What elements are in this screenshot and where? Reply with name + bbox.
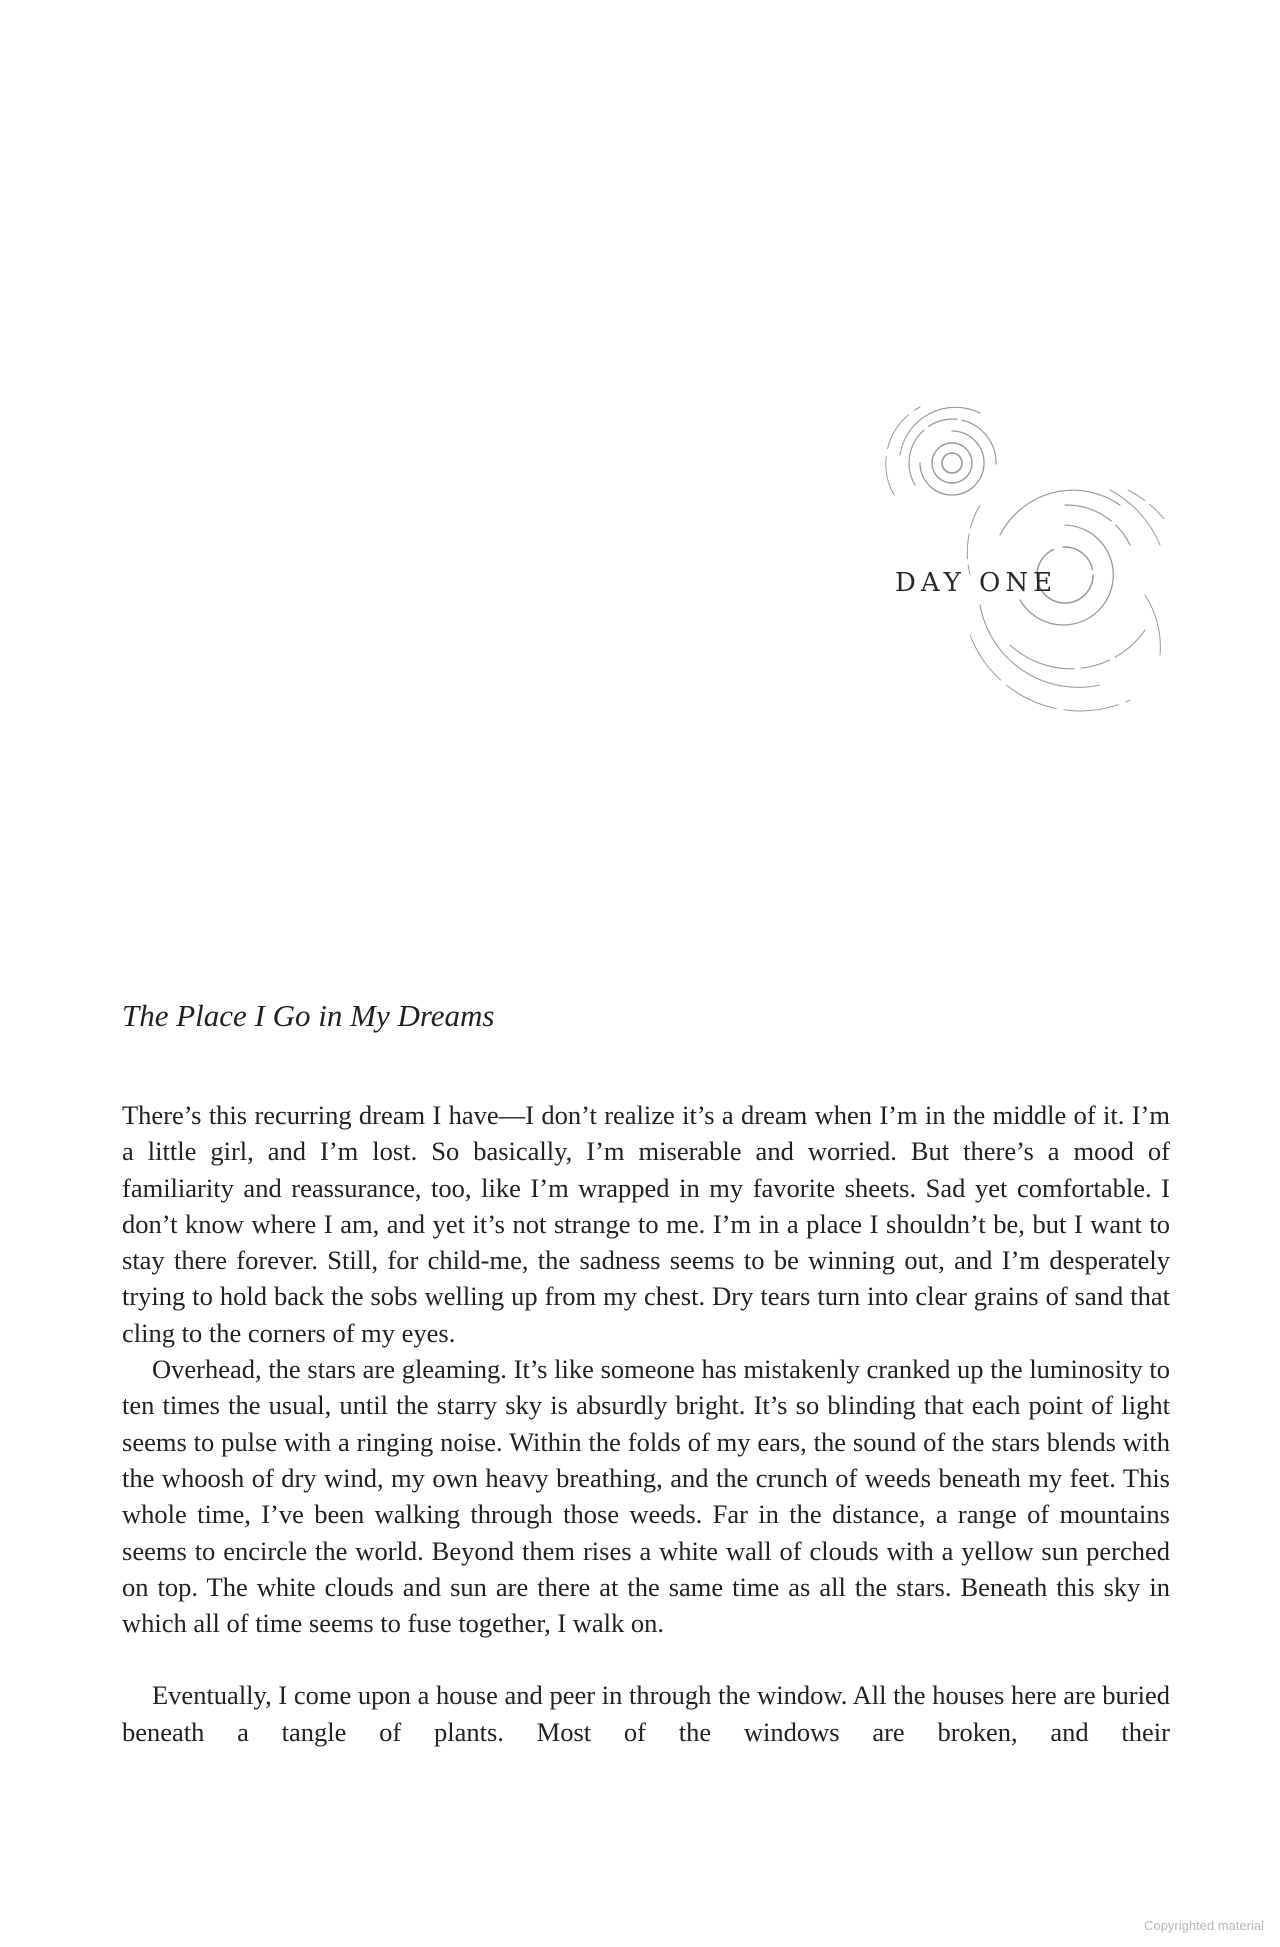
section-title: The Place I Go in My Dreams — [122, 998, 495, 1033]
paragraph-2: Overhead, the stars are gleaming. It’s like someone has mistakenly cranked up the luminosity to ten times the usual, until the starry sky is absurdly bright. It’s so blinding that each point of light seems to pulse with a ringing noise. Within the folds of my ears, the sound of the stars blends with the whoosh of dry wind, my own heavy breathing, and the crunch of weeds beneath my feet. This whole time, I’ve been walking through those weeds. Far in the distance, a range of mountains seems to encircle the world. Beyond them rises a white wall of clouds with a yellow sun perched on top. The white clouds and sun are there at the same time as all the stars. Beneath this sky in which all of time seems to fuse together, I walk on. — [122, 1354, 1170, 1639]
copyright-watermark: Copyrighted material — [1144, 1918, 1264, 1933]
paragraph-1: There’s this recurring dream I have—I don’t realize it’s a dream when I’m in the middle of it. I’m a little girl, and I’m lost. So basically, I’m miserable and worried. But there’s a mood of familiarity and reassurance, too, like I’m wrapped in my favorite sheets. Sad yet comfortable. I don’t know where I am, and yet it’s not strange to me. I’m in a place I shouldn’t be, but I want to stay there forever. Still, for child-me, the sadness seems to be winning out, and I’m desperately trying to hold back the sobs welling up from my chest. Dry tears turn into clear grains of sand that cling to the corners of my eyes. — [122, 1100, 1170, 1348]
body-text — [122, 1097, 1170, 1750]
paragraph-3: Eventually, I come upon a house and peer in through the window. All the houses here are buried beneath a tangle of plants. Most of the windows are broken, and their — [122, 1680, 1170, 1747]
concentric-circles-ornament-icon — [860, 395, 1180, 725]
chapter-heading: DAY ONE — [895, 568, 1058, 598]
